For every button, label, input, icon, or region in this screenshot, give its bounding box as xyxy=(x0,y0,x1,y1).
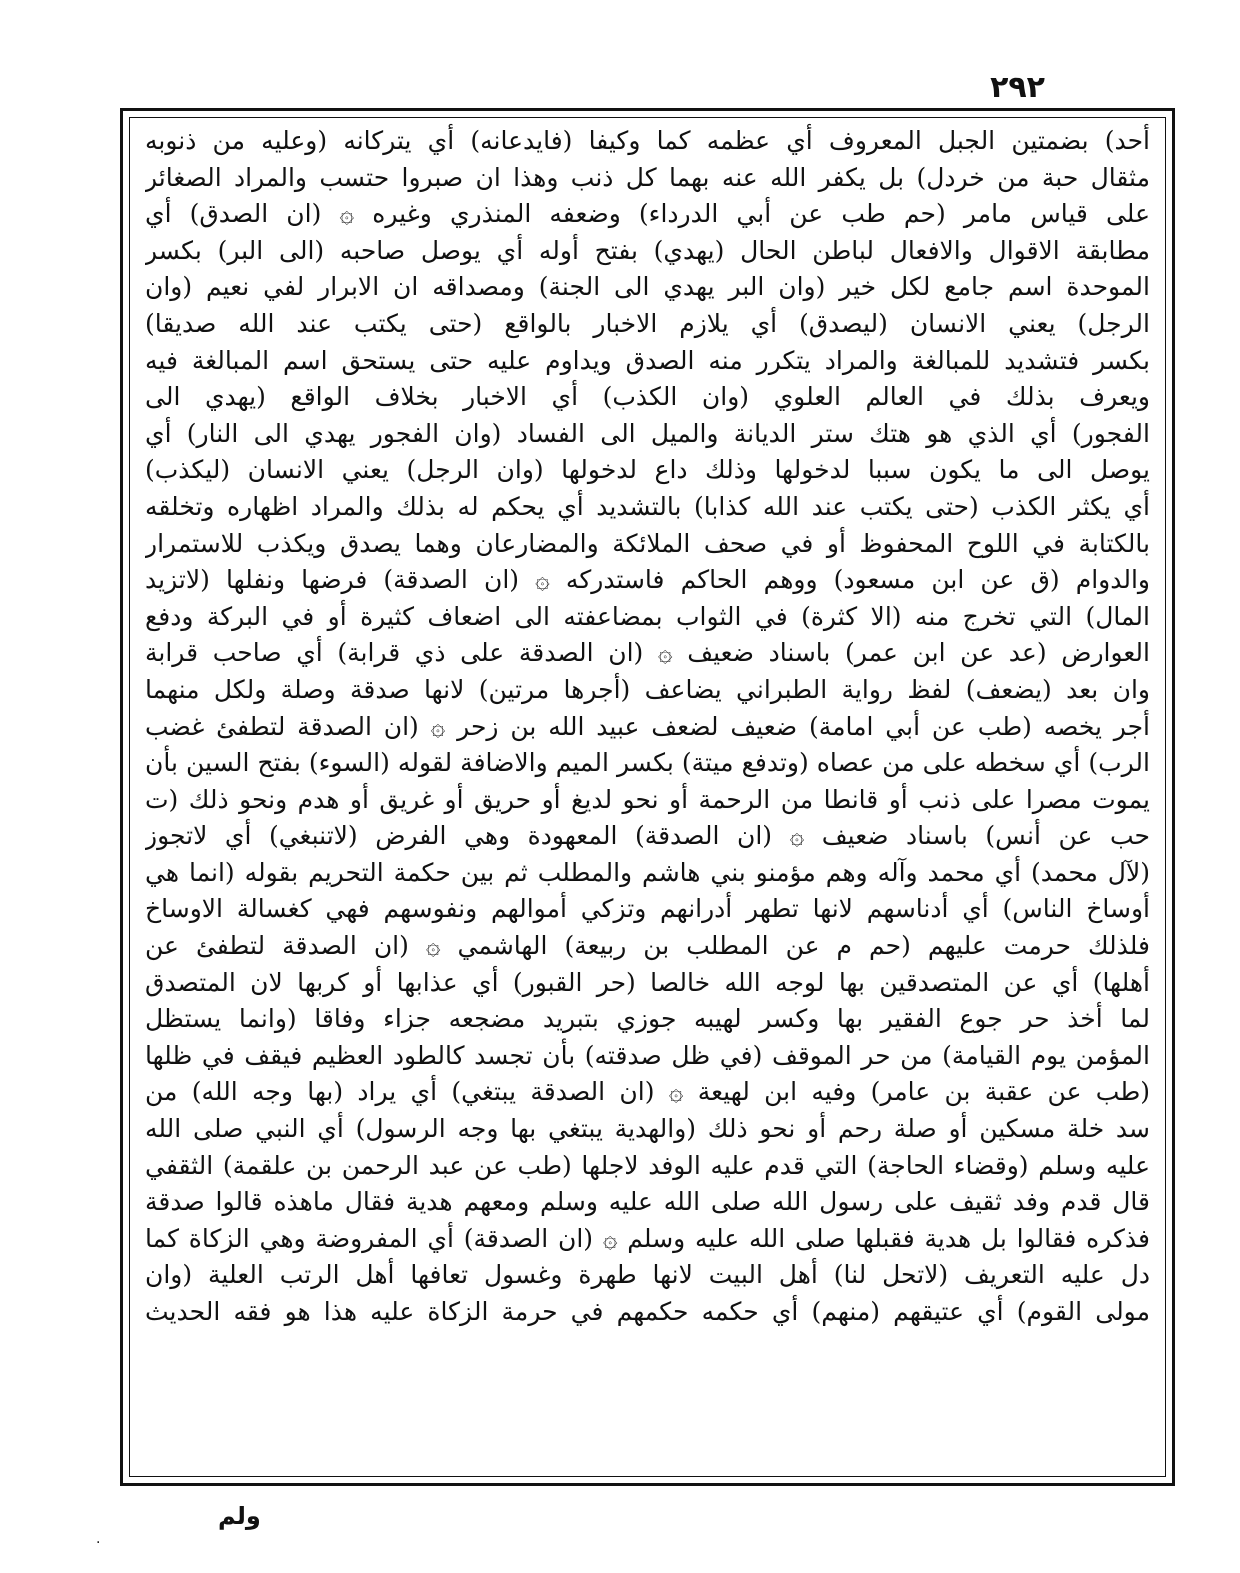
text-line: بالكتابة في اللوح المحفوظ أو في صحف الملائكة والمضارعان وهما يصدق ويكذب للاستمرار xyxy=(145,528,1150,558)
text-line: أحد) بضمتين الجبل المعروف أي عظمه كما وكيفا (فايدعانه) أي يتركانه (وعليه من ذنوبه xyxy=(145,126,1150,155)
text-line: أي يكثر الكذب (حتى يكتب عند الله كذابا) بالتشديد أي يحكم له بذلك والمراد اظهاره وتخلقه xyxy=(145,491,1150,521)
margin-mark: . xyxy=(96,1531,101,1547)
text-line: المال) التي تخرج منه (الا كثرة) في الثواب بمضاعفته الى اضعاف كثيرة أو في البركة ودفع xyxy=(145,601,1150,631)
text-line: ويعرف بذلك في العالم العلوي (وان الكذب) أي الاخبار بخلاف الواقع (يهدي الى xyxy=(145,382,1150,412)
text-line: قال قدم وفد ثقيف على رسول الله صلى الله عليه وسلم ومعهم هدية فقال ماهذه قالوا صدقة xyxy=(145,1187,1150,1217)
text-line: حب عن أنس) باسناد ضعيف ۞ (ان الصدقة) المعهودة وهي الفرض (لاتنبغي) أي لاتجوز xyxy=(145,821,1150,851)
catchword: ولم xyxy=(218,1502,261,1530)
text-line: أهلها) أي عن المتصدقين بها لوجه الله خالصا (حر القبور) أي عذابها أو كربها لان المتصدق xyxy=(145,967,1150,997)
text-line: يموت مصرا على ذنب أو قانطا من الرحمة أو نحو لديغ أو حريق أو غريق أو هدم ونحو ذلك (ت xyxy=(145,784,1150,814)
text-line: سد خلة مسكين أو صلة رحم أو نحو ذلك (والهدية يبتغي بها وجه الرسول) أي النبي صلى الله xyxy=(145,1114,1150,1144)
text-line: الرب) أي سخطه على من عصاه (وتدفع ميتة) بكسر الميم والاضافة لقوله (السوء) بفتح السين بأن xyxy=(145,748,1150,778)
text-line: مطابقة الاقوال والافعال لباطن الحال (يهدي) بفتح أوله أي يوصل صاحبه (الى البر) بكسر xyxy=(145,235,1150,265)
text-line: مولى القوم) أي عتيقهم (منهم) أي حكمه حكمهم في حرمة الزكاة عليه هذا هو فقه الحديث xyxy=(145,1297,1150,1326)
text-line: (طب عن عقبة بن عامر) وفيه ابن لهيعة ۞ (ان الصدقة يبتغي) أي يراد (بها وجه الله) من xyxy=(145,1077,1150,1107)
text-line: فلذلك حرمت عليهم (حم م عن المطلب بن ربيعة) الهاشمي ۞ (ان الصدقة لتطفئ عن xyxy=(145,931,1150,961)
text-line: والدوام (ق عن ابن مسعود) ووهم الحاكم فاستدركه ۞ (ان الصدقة) فرضها ونفلها (لاتزيد xyxy=(145,565,1150,595)
text-line: وان بعد (يضعف) لفظ رواية الطبراني يضاعف (أجرها مرتين) لانها صدقة وصلة ولكل منهما xyxy=(145,674,1150,704)
text-line: أجر يخصه (طب عن أبي امامة) ضعيف لضعف عبيد الله بن زحر ۞ (ان الصدقة لتطفئ غضب xyxy=(145,711,1150,741)
text-frame xyxy=(120,108,1175,1486)
text-line: الموحدة اسم جامع لكل خير (وان البر يهدي الى الجنة) ومصداقه ان الابرار لفي نعيم (وان xyxy=(145,272,1150,302)
page-number: ٢٩٢ xyxy=(990,70,1045,105)
text-line: عليه وسلم (وقضاء الحاجة) التي قدم عليه الوفد لاجلها (طب عن عبد الرحمن بن علقمة) الثقفي xyxy=(145,1150,1150,1180)
text-body xyxy=(145,123,1150,1331)
text-line: يوصل الى ما يكون سببا لدخولها وذلك داع لدخولها (وان الرجل) يعني الانسان (ليكذب) xyxy=(145,455,1150,485)
text-line: الرجل) يعني الانسان (ليصدق) أي يلازم الاخبار بالواقع (حتى يكتب عند الله صديقا) xyxy=(145,308,1150,338)
text-line: على قياس مامر (حم طب عن أبي الدرداء) وضعفه المنذري وغيره ۞ (ان الصدق) أي xyxy=(145,199,1150,229)
text-line: (لآل محمد) أي محمد وآله وهم مؤمنو بني هاشم والمطلب ثم بين حكمة التحريم بقوله (انما هي xyxy=(145,857,1150,887)
text-line: العوارض (عد عن ابن عمر) باسناد ضعيف ۞ (ان الصدقة على ذي قرابة) أي صاحب قرابة xyxy=(145,638,1150,668)
text-line: فذكره فقالوا بل هدية فقبلها صلى الله عليه وسلم ۞ (ان الصدقة) أي المفروضة وهي الزكاة كما xyxy=(145,1223,1150,1253)
text-line: مثقال حبة من خردل) بل يكفر الله عنه بهما كل ذنب وهذا ان صبروا حتسب والمراد الصغائر xyxy=(145,162,1150,192)
text-line: لما أخذ حر جوع الفقير بها وكسر لهيبه جوزي بتبريد مضجعه جزاء وفاقا (وانما يستظل xyxy=(145,1004,1150,1034)
text-line: بكسر فتشديد للمبالغة والمراد يتكرر منه الصدق ويداوم عليه حتى يستحق اسم المبالغة فيه xyxy=(145,345,1150,375)
text-line: دل عليه التعريف (لاتحل لنا) أهل البيت لانها طهرة وغسول تعافها أهل الرتب العلية (وان xyxy=(145,1260,1150,1290)
text-line: المؤمن يوم القيامة) من حر الموقف (في ظل صدقته) بأن تجسد كالطود العظيم فيقف في ظلها xyxy=(145,1040,1150,1070)
text-line: الفجور) أي الذي هو هتك ستر الديانة والميل الى الفساد (وان الفجور يهدي الى النار) أي xyxy=(145,418,1150,448)
text-line: أوساخ الناس) أي أدناسهم لانها تطهر أدرانهم وتزكي أموالهم ونفوسهم فهي كغسالة الاوساخ xyxy=(145,894,1150,924)
